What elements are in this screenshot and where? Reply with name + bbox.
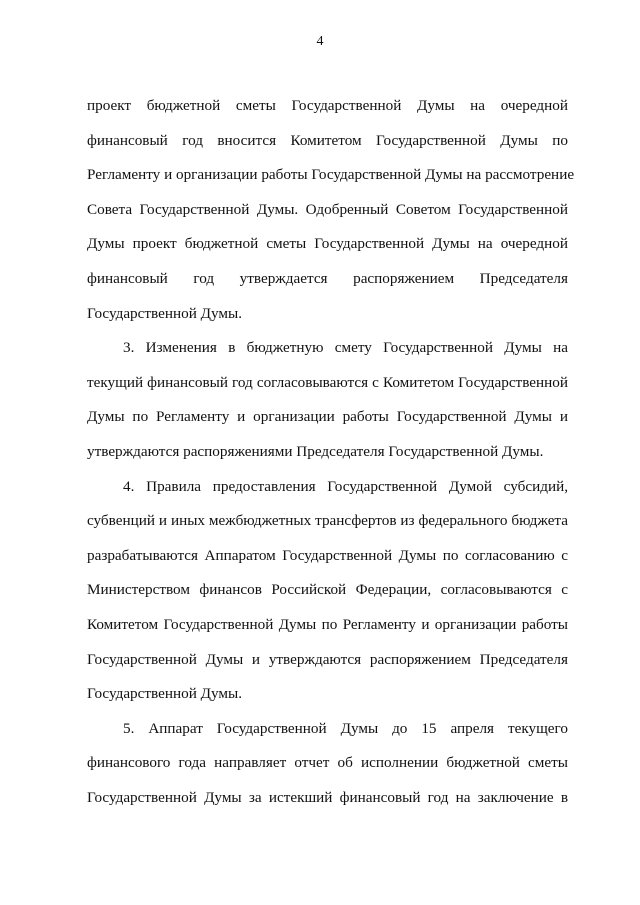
text-line: Думы проект бюджетной сметы Государственной Думы на очередной (87, 235, 568, 253)
text-line: Регламенту и организации работы Государственной Думы на рассмотрение (87, 166, 575, 184)
text-line: Совета Государственной Думы. Одобренный Советом Государственной (87, 200, 568, 218)
text-line: Думы по Регламенту и организации работы Государственной Думы и (87, 408, 568, 426)
page-number: 4 (316, 34, 324, 49)
text-line: субвенций и иных межбюджетных трансфертов из федерального бюджета (87, 512, 568, 530)
text-line: Государственной Думы и утверждаются распоряжением Председателя (87, 650, 568, 668)
text-line: разрабатываются Аппаратом Государственной Думы по согласованию с (87, 546, 568, 564)
text-line: Комитетом Государственной Думы по Регламенту и организации работы (87, 615, 568, 633)
text-line: 3. Изменения в бюджетную смету Государственной Думы на (123, 339, 568, 357)
text-line: Государственной Думы. (87, 685, 242, 703)
text-line: Министерством финансов Российской Федерации, согласовываются с (87, 581, 568, 599)
text-line: 4. Правила предоставления Государственной Думой субсидий, (123, 477, 568, 495)
text-line: финансового года направляет отчет об исполнении бюджетной сметы (87, 754, 568, 772)
paragraph-item-4 (87, 470, 568, 712)
text-line: финансовый год утверждается распоряжением Председателя (87, 269, 568, 287)
paragraph-item-3 (87, 331, 568, 469)
document-body (87, 89, 575, 815)
text-line: 5. Аппарат Государственной Думы до 15 апреля текущего (123, 719, 568, 737)
paragraph-item-5 (87, 712, 568, 816)
text-line: текущий финансовый год согласовываются с Комитетом Государственной (87, 373, 568, 391)
text-line: финансовый год вносится Комитетом Государственной Думы по (87, 131, 568, 149)
text-line: утверждаются распоряжениями Председателя Государственной Думы. (87, 442, 544, 460)
text-line: Государственной Думы за истекший финансовый год на заключение в (87, 788, 568, 806)
text-line: Государственной Думы. (87, 304, 242, 322)
text-line: проект бюджетной сметы Государственной Думы на очередной (87, 97, 568, 114)
paragraph-budget-estimate-continued (87, 89, 575, 331)
